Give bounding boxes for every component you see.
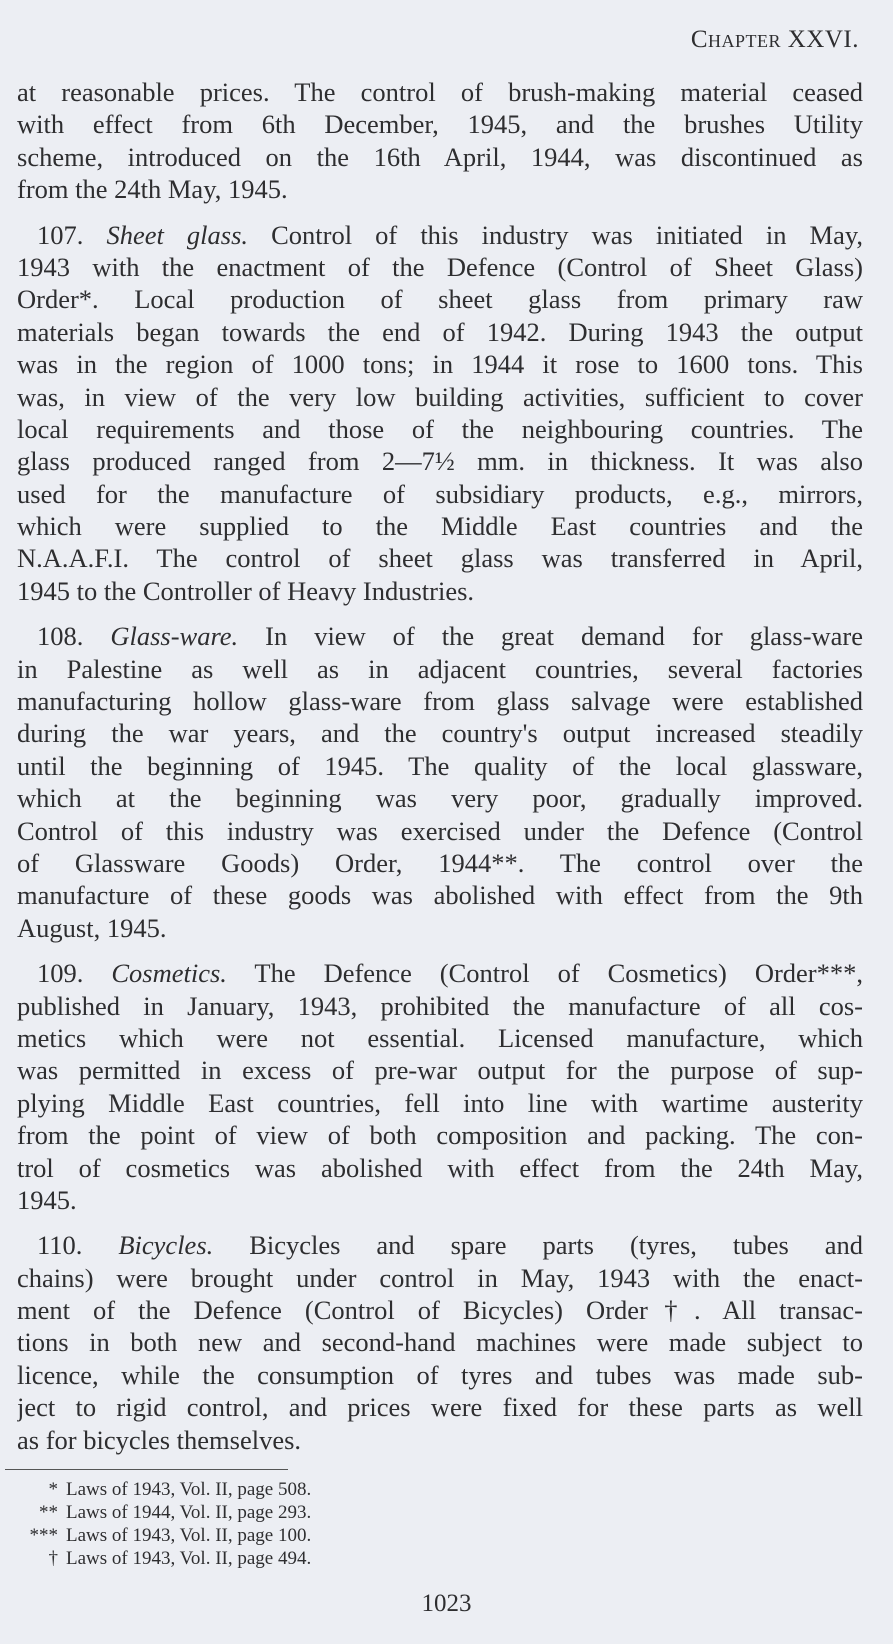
- paragraph-title: Cosmetics.: [111, 958, 227, 989]
- paragraph: [17, 219, 863, 608]
- text-line: of Glassware Goods) Order, 1944**. The control over the: [17, 847, 863, 878]
- paragraph: [17, 957, 863, 1216]
- text-line: [17, 76, 863, 108]
- text-line: which were supplied to the Middle East countries and the: [17, 511, 863, 542]
- text-line: ment of the Defence (Control of Bicycles) Order†. All transac-: [17, 1295, 863, 1326]
- paragraph: [17, 76, 863, 206]
- text-line: 1945 to the Controller of Heavy Industries.: [17, 575, 475, 606]
- line-text: at reasonable prices. The control of brush-making material ceased: [17, 77, 863, 107]
- footnote-mark: *: [48, 1479, 58, 1500]
- footnote: [0, 1478, 311, 1501]
- footnotes: [0, 1478, 311, 1570]
- footnote: [0, 1547, 311, 1570]
- text-line: N.A.A.F.I. The control of sheet glass was transferred in April,: [17, 543, 863, 574]
- paragraph: [17, 1229, 863, 1456]
- text-line: tions in both new and second-hand machines were made subject to: [17, 1327, 863, 1358]
- paragraph-title: Glass-ware.: [110, 621, 239, 652]
- text-line: was in the region of 1000 tons; in 1944 it rose to 1600 tons. This: [17, 349, 863, 380]
- body-text: [17, 76, 863, 1456]
- paragraph-number: 107.: [37, 219, 84, 250]
- text-line: in Palestine as well as in adjacent countries, several factories: [17, 653, 863, 684]
- paragraph-number: 108.: [37, 621, 84, 652]
- text-line: [17, 219, 863, 251]
- text-line: from the point of view of both composition and packing. The con-: [17, 1120, 863, 1151]
- footnote-mark: ***: [29, 1525, 58, 1546]
- paragraph-number: 110.: [37, 1230, 83, 1261]
- text-line: materials began towards the end of 1942. During 1943 the output: [17, 316, 863, 347]
- line-text: In view of the great demand for glass-ware: [265, 621, 863, 652]
- footnote: [0, 1501, 311, 1524]
- chapter-header: Chapter XXVI.: [690, 26, 859, 53]
- text-line: glass produced ranged from 2—7½ mm. in thickness. It was also: [17, 446, 863, 477]
- footnote: [0, 1524, 311, 1547]
- text-line: was permitted in excess of pre-war output for the purpose of sup-: [17, 1055, 863, 1086]
- text-line: August, 1945.: [17, 912, 167, 943]
- footnote-text: Laws of 1943, Vol. II, page 508.: [66, 1479, 312, 1500]
- line-text: The Defence (Control of Cosmetics) Order***,: [254, 958, 863, 989]
- text-line: trol of cosmetics was abolished with effect from the 24th May,: [17, 1152, 863, 1183]
- text-line: with effect from 6th December, 1945, and the brushes Utility: [17, 109, 863, 140]
- text-line: plying Middle East countries, fell into line with wartime austerity: [17, 1087, 863, 1118]
- page-number: 1023: [421, 1590, 472, 1617]
- text-line: from the 24th May, 1945.: [17, 174, 288, 205]
- text-line: chains) were brought under control in May, 1943 with the enact-: [17, 1262, 863, 1293]
- paragraph-title: Sheet glass.: [106, 219, 249, 250]
- line-text: Control of this industry was initiated in May,: [271, 219, 863, 250]
- text-line: which at the beginning was very poor, gradually improved.: [17, 783, 863, 814]
- text-line: ject to rigid control, and prices were fixed for these parts as well: [17, 1392, 863, 1423]
- text-line: published in January, 1943, prohibited the manufacture of all cos-: [17, 990, 863, 1021]
- text-line: [17, 620, 863, 652]
- text-line: 1945.: [17, 1184, 77, 1215]
- footnote-divider: [5, 1469, 288, 1470]
- text-line: Control of this industry was exercised under the Defence (Control: [17, 815, 863, 846]
- text-line: [17, 1229, 863, 1261]
- text-line: manufacturing hollow glass-ware from glass salvage were established: [17, 686, 863, 717]
- text-line: used for the manufacture of subsidiary products, e.g., mirrors,: [17, 478, 863, 509]
- footnote-text: Laws of 1943, Vol. II, page 494.: [66, 1548, 312, 1569]
- text-line: as for bicycles themselves.: [17, 1424, 302, 1455]
- text-line: metics which were not essential. Licensed manufacture, which: [17, 1022, 863, 1053]
- text-line: 1943 with the enactment of the Defence (Control of Sheet Glass): [17, 251, 863, 282]
- text-line: manufacture of these goods was abolished with effect from the 9th: [17, 880, 863, 911]
- footnote-mark: †: [48, 1548, 58, 1569]
- text-line: scheme, introduced on the 16th April, 1944, was discontinued as: [17, 141, 863, 172]
- paragraph: [17, 620, 863, 944]
- text-line: licence, while the consumption of tyres and tubes was made sub-: [17, 1359, 863, 1390]
- paragraph-number: 109.: [37, 958, 84, 989]
- text-line: was, in view of the very low building activities, sufficient to cover: [17, 381, 863, 412]
- footnote-mark: **: [39, 1502, 58, 1523]
- paragraph-title: Bicycles.: [118, 1230, 214, 1261]
- text-line: Order*. Local production of sheet glass from primary raw: [17, 284, 863, 315]
- text-line: [17, 957, 863, 989]
- text-line: local requirements and those of the neighbouring countries. The: [17, 413, 863, 444]
- text-line: during the war years, and the country's output increased steadily: [17, 718, 863, 749]
- line-text: Bicycles and spare parts (tyres, tubes and: [249, 1230, 863, 1261]
- footnote-text: Laws of 1944, Vol. II, page 293.: [66, 1502, 312, 1523]
- text-line: until the beginning of 1945. The quality of the local glassware,: [17, 750, 863, 781]
- footnote-text: Laws of 1943, Vol. II, page 100.: [66, 1525, 312, 1546]
